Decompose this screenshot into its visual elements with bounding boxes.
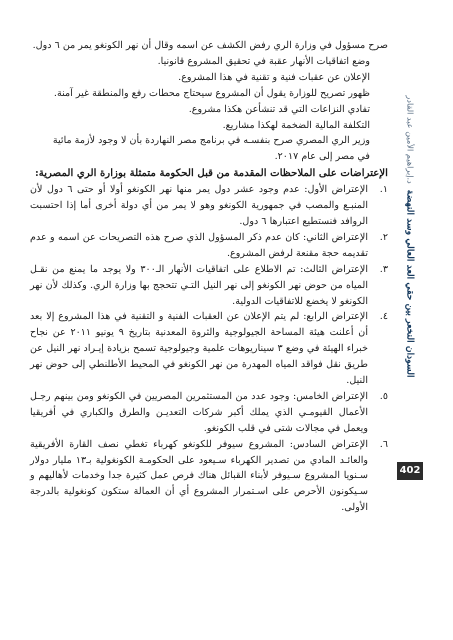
text-line: تفادي النزاعات التي قد تنشأعن هكذا مشروع.	[188, 103, 370, 115]
running-header-title: السودان النخعر بين حقي العد العالي وسد النهضة	[404, 189, 416, 378]
item-text: الإعتراض الثالث: تم الاطلاع على اتفاقيات الأنهار الـ٣٠٠ ولا يوجد ما يمنع من نقـل المياه من حوض نهر الكونغو إلى نهر النيل التـي تتحجج بها وزارة الري. وكذلك لأن نهر الكونغو لا يخضع للاتفاقيات الدولية.	[30, 263, 368, 307]
text-line: الإعلان عن عقبات فنية و تقنية في هذا المشروع.	[178, 71, 370, 83]
list-item	[30, 309, 388, 389]
item-number: ٦.	[379, 438, 388, 450]
item-number: ٥.	[379, 390, 388, 402]
item-number: ٣.	[379, 263, 388, 275]
item-number: ٤.	[379, 311, 388, 323]
item-text: الإعتراض الثاني: كان عدم ذكر المسؤول الذي صرح هذه التصريحات عن اسمه و عدم تقديمه حجة مقنعة لرفض المشروع.	[30, 231, 368, 259]
item-number: ١.	[379, 184, 388, 196]
objections-list	[30, 182, 388, 516]
text-line: ظهور تصريح للوزارة يقول أن المشروع سيحتاج محطات رفع والمنطقة غير آمنة.	[53, 87, 370, 99]
body-text	[30, 38, 388, 516]
text-line: في مصر إلى عام ٢٠١٧.	[274, 151, 370, 163]
intro-block	[30, 38, 388, 165]
page-number: 402	[397, 462, 423, 480]
item-text: الإعتراض الخامس: وجود عدد من المستثمرين المصريين في الكونغو ومن بينهم رجـل الأعمال القيومـي الذي يملك أكبر شركات التعديـن والطرق والكباري في أفريقيا ويعمل في مجالات شتى في قلب الكونغو.	[30, 390, 368, 434]
section-heading: الإعتراضات على الملاحظات المقدمة من قبل الحكومة متمثلة بوزارة الري المصرية:	[35, 167, 388, 180]
item-number: ٢.	[379, 231, 388, 243]
list-item	[30, 437, 388, 517]
list-item	[30, 389, 388, 437]
text-line: وضع اتفاقيات الأنهار عقبة في تحقيق المشروع قانونيا.	[157, 55, 370, 67]
list-item	[30, 182, 388, 230]
running-header	[397, 28, 423, 444]
text-line: وزير الري المصري صرح بنفسـه في برنامج مصر النهاردة بأن لا وجود لأزمة مائية	[52, 135, 370, 147]
text-line: التكلفة المالية الضخمة لهكذا مشاريع.	[222, 119, 370, 131]
item-text: الإعتراض السادس: المشروع سيوفر للكونغو كهرباء تغطي نصف القارة الأفريقية والعائـد المادي من تصدير الكهرباء سـيعود على الحكومـة الكونغولية بـ١٣ مليار دولار سـنويا المشروع سـيوفر لأبناء القبائل هناك فرص عمل كثيرة جدا وخدمات لأهاليهم و سـيكونون الأحرص على اسـتمرار المشروع أي أن العمالة ستكون كونغولية بالدرجة الأولى.	[30, 438, 369, 514]
item-text: الإعتراض الأول: عدم وجود عشر دول يمر منها نهر الكونغو أولا أو حتى ٦ دول لأن المنبـع والمصب في جمهورية الكونغو وهو لا يمر من أي دولة أخرى أما إذا احتسبت الروافد فنستطيع اعتبارها ٦ دول.	[30, 184, 368, 227]
list-item	[30, 262, 388, 310]
text-line: صرح مسؤول في وزارة الري رفض الكشف عن اسمه وقال أن نهر الكونغو يمر من ٦ دول.	[32, 40, 388, 51]
list-item	[30, 230, 388, 262]
item-text: الإعتراض الرابع: لم يتم الإعلان عن العقبات الفنية و التقنية في هذا المشروع إلا بعد أن أعلنت هيئة المساحة الجيولوجية والثروة المعدنية بتاريخ ٩ يونيو ٢٠١١ عن نجاح خبراء الهيئة في وضع ٣ سيناريوهات علمية وجيولوجية تسمح بزيادة إيـراد نهر النيل عن طريق نقل فواقد المياه المهدرة من نهر الكونغو في المحيط الأطلنطي إلى حوض نهر النيل.	[30, 311, 369, 387]
running-header-author: د.إبراهيم الأمين عبد القادر	[405, 94, 416, 184]
